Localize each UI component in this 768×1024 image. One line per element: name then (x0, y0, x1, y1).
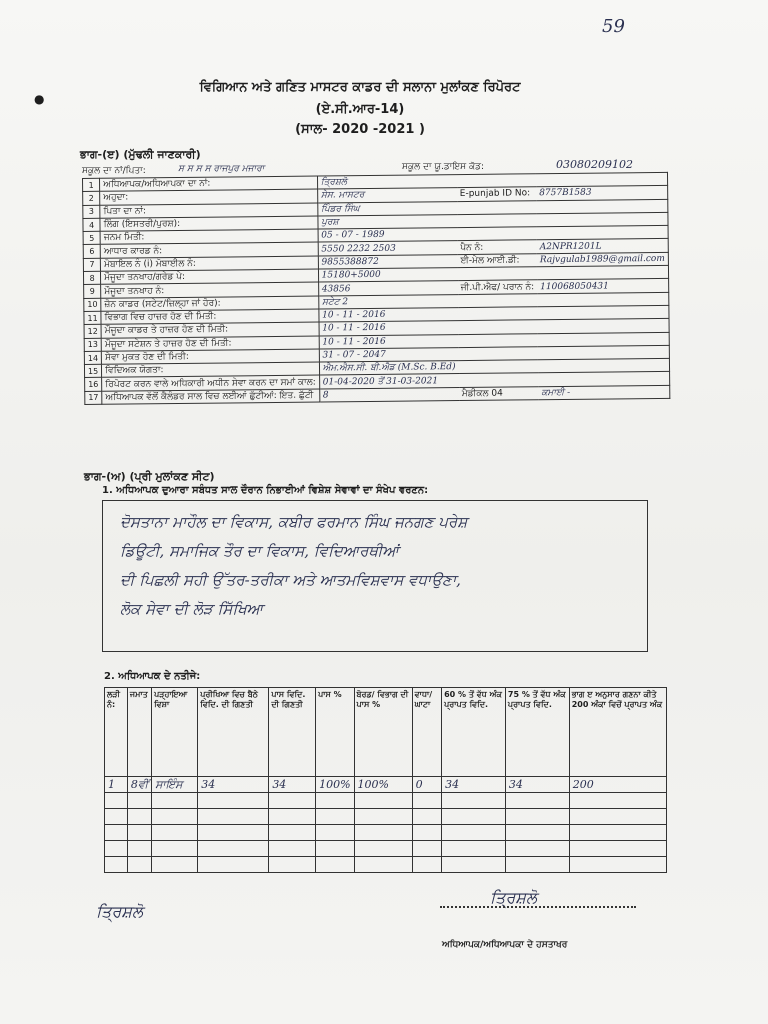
field-label: ਵਿਭਾਗ ਵਿਚ ਹਾਜ਼ਰ ਹੋਣ ਦੀ ਮਿਤੀ: (101, 309, 319, 325)
results-cell (269, 857, 316, 873)
results-cell (127, 841, 151, 857)
results-cell (354, 857, 412, 873)
results-cell: 8ਵੀਂ (127, 777, 151, 793)
signature-label: ਅਧਿਆਪਕ/ਅਧਿਆਪਕਾ ਦੇ ਹਸਤਾਖਰ (442, 940, 568, 950)
row-number: 7 (83, 258, 100, 271)
field-label-2 (458, 347, 538, 361)
field-value-2 (536, 212, 668, 227)
results-cell (505, 825, 569, 841)
field-label-2 (458, 333, 538, 347)
signature-line (440, 906, 636, 908)
field-value: ਐਮ.ਐਸ.ਸੀ. ਬੀ.ਐਡ (M.Sc. B.Ed) (319, 361, 459, 376)
field-value-2 (537, 305, 669, 320)
field-label-2 (457, 227, 537, 241)
results-header: ਪ੍ਰੀਖਿਆ ਵਿਚ ਬੈਠੇ ਵਿਦਿ. ਦੀ ਗਿਣਤੀ (198, 688, 269, 777)
results-cell (505, 841, 569, 857)
field-label: ਅਧਿਆਪਕ/ਅਧਿਆਪਕਾ ਦਾ ਨਾਂ: (100, 176, 318, 192)
row-number: 10 (84, 298, 101, 311)
results-header: ਪਾਸ ਵਿਦਿ. ਦੀ ਗਿਣਤੀ (269, 688, 316, 777)
results-cell (198, 841, 269, 857)
results-cell (505, 857, 569, 873)
field-label: ਮੌਜੂਦਾ ਕਾਡਰ ਤੇ ਹਾਜ਼ਰ ਹੋਣ ਦੀ ਮਿਤੀ: (101, 322, 319, 338)
field-value-2: ਕਮਾਈ - (538, 385, 670, 400)
field-value-2: Rajvgulab1989@gmail.com (537, 252, 669, 267)
field-label-2 (457, 200, 537, 214)
row-number: 13 (84, 338, 101, 351)
row-number: 14 (84, 351, 101, 364)
results-cell (198, 809, 269, 825)
field-value-2 (537, 265, 669, 280)
results-cell (105, 809, 128, 825)
field-label: ਜ਼ੋਨ ਕਾਡਰ (ਸਟੇਟ/ਜ਼ਿਲ੍ਹਾ ਜਾਂ ਹੋਰ): (101, 296, 319, 312)
results-cell: 34 (505, 777, 569, 793)
field-value: ਤ੍ਰਿਸ਼ਲੋ (317, 175, 457, 190)
school-label: ਸਕੂਲ ਦਾ ਨਾਂ/ਪਿਤਾ: (82, 166, 146, 176)
results-cell (316, 825, 354, 841)
field-label: ਮੋਬਾਇਲ ਨੰ (i) ਮੋਬਾਈਲ ਨੰ: (101, 256, 319, 272)
results-header: ਬੋਰਡ/ ਵਿਭਾਗ ਦੀ ਪਾਸ % (354, 688, 412, 777)
results-cell (412, 841, 441, 857)
results-cell (442, 841, 506, 857)
field-value: 31 - 07 - 2047 (319, 347, 459, 362)
part-a-heading: ਭਾਗ-(ਅ) (ਪ੍ਰੀ ਮੁਲਾਂਕਣ ਸੀਟ) (84, 470, 215, 483)
row-number: 11 (84, 311, 101, 324)
field-value-2 (538, 332, 670, 347)
row-number: 16 (85, 378, 102, 391)
results-row (105, 825, 667, 841)
field-value: 05 - 07 - 1989 (318, 228, 458, 243)
results-cell (105, 841, 128, 857)
question-2: 2. ਅਧਿਆਪਕ ਦੇ ਨਤੀਜੇ: (104, 671, 201, 682)
results-table (104, 687, 667, 873)
field-value-2 (536, 172, 668, 187)
results-cell: 34 (442, 777, 506, 793)
field-label: ਆਧਾਰ ਕਾਰਡ ਨੰ: (100, 243, 318, 259)
field-value-2 (537, 226, 669, 241)
results-header: ਭਾਗ ੲ ਅਨੁਸਾਰ ਗਣਨਾ ਕੀਤੇ 200 ਅੰਕਾ ਵਿਚੋਂ ਪ੍ਰਾਪਤ ਅੰਕ (569, 688, 666, 777)
results-cell (269, 793, 316, 809)
field-value: ਸਟੇਟ 2 (318, 294, 458, 309)
field-label-2 (458, 307, 538, 321)
field-label: ਪਿਤਾ ਦਾ ਨਾਂ: (100, 203, 318, 219)
results-cell (412, 809, 441, 825)
field-label-2 (458, 320, 538, 334)
results-cell (412, 825, 441, 841)
report-year: (ਸਾਲ- 2020 -2021 ) (295, 122, 425, 137)
row-number: 2 (83, 192, 100, 205)
question-1: 1. ਅਧਿਆਪਕ ਦੁਆਰਾ ਸਬੰਧਤ ਸਾਲ ਦੌਰਾਨ ਨਿਭਾਈਆਂ ਵਿਸ਼ੇਸ਼ ਸੇਵਾਵਾਂ ਦਾ ਸੰਖੇਪ ਵਰਣਨ: (102, 485, 429, 496)
results-cell (105, 793, 128, 809)
field-label-2: ਜੀ.ਪੀ.ਐਫ/ ਪਰਾਨ ਨੰ: (458, 280, 538, 294)
row-number: 8 (83, 271, 100, 284)
field-label: ਮੌਜੂਦਾ ਤਨਖਾਹ ਨੰ: (101, 282, 319, 298)
field-label: ਲਿੰਗ (ਇਸਤਰੀ/ਪੁਰਸ਼): (100, 216, 318, 232)
field-value: 01-04-2020 ਤੋਂ 31-03-2021 (319, 374, 459, 389)
answer-line: ਦੀ ਪਿਛਲੀ ਸਹੀ ਉੱਤਰ-ਤਰੀਕਾ ਅਤੇ ਆਤਮਵਿਸ਼ਵਾਸ ਵਧਾਉਣਾ, (120, 571, 461, 589)
results-cell (198, 825, 269, 841)
results-cell (127, 857, 151, 873)
field-value: 43856 (318, 281, 458, 296)
field-value-2 (536, 199, 668, 214)
results-cell (569, 809, 666, 825)
field-label: ਅਧਿਆਪਕ ਵੱਲੋਂ ਕੈਲੰਡਰ ਸਾਲ ਵਿਚ ਲਈਆਂ ਛੁੱਟੀਆਂ: ਇਤ. ਛੁੱਟੀ (102, 389, 320, 405)
field-value: 10 - 11 - 2016 (319, 334, 459, 349)
results-cell (269, 809, 316, 825)
results-cell (505, 809, 569, 825)
answer-line: ਦੋਸਤਾਨਾ ਮਾਹੌਲ ਦਾ ਵਿਕਾਸ, ਕਬੀਰ ਫਰਮਾਨ ਸਿੰਘ ਜਨਗਣ ਪਰੇਸ਼ (120, 513, 468, 531)
answer-line: ਲੋਕ ਸੇਵਾ ਦੀ ਲੋੜ ਸਿੱਖਿਆ (120, 600, 263, 618)
results-cell: ਸਾਇੰਸ (152, 777, 198, 793)
field-value: 15180+5000 (318, 268, 458, 283)
results-cell (316, 857, 354, 873)
results-cell (198, 793, 269, 809)
results-row (105, 793, 667, 809)
row-number: 9 (84, 285, 101, 298)
udise-label: ਸਕੂਲ ਦਾ ਯੂ.ਡਾਇਸ ਕੋਡ: (402, 162, 485, 172)
field-value: 10 - 11 - 2016 (319, 321, 459, 336)
results-cell (316, 841, 354, 857)
report-code: (ਏ.ਸੀ.ਆਰ-14) (315, 102, 405, 117)
part-e-heading: ਭਾਗ-(ੲ) (ਮੁੱਢਲੀ ਜਾਣਕਾਰੀ) (80, 148, 201, 161)
field-label-2: ਈ-ਮੇਲ ਆਈ.ਡੀ: (457, 254, 537, 268)
services-answer (120, 508, 635, 624)
field-label-2 (458, 293, 538, 307)
corner-mark: ● (34, 92, 45, 106)
row-number: 5 (83, 231, 100, 244)
results-header: ਜਮਾਤ (127, 688, 151, 777)
results-cell (127, 809, 151, 825)
field-value: 10 - 11 - 2016 (319, 308, 459, 323)
results-cell (354, 825, 412, 841)
results-cell: 34 (198, 777, 269, 793)
results-cell (316, 809, 354, 825)
results-cell (105, 825, 128, 841)
left-initial: ਤ੍ਰਿਸ਼ਲੋ (96, 902, 143, 921)
field-value: ਪਿੰਡਰ ਸਿੰਘ (317, 201, 457, 216)
results-cell (354, 809, 412, 825)
field-label-2: ਪੈਨ ਨੰ: (457, 240, 537, 254)
field-label-2: E-punjab ID No: (457, 187, 537, 201)
results-cell (442, 809, 506, 825)
results-cell (316, 793, 354, 809)
results-header: ਪਾਸ % (316, 688, 354, 777)
field-value-2: A2NPR1201L (537, 239, 669, 254)
field-value-2 (537, 292, 669, 307)
field-value-2 (538, 372, 670, 387)
field-label: ਸੇਵਾ ਮੁਕਤ ਹੋਣ ਦੀ ਮਿਤੀ: (102, 349, 320, 365)
results-row (105, 857, 667, 873)
results-cell: 0 (412, 777, 441, 793)
field-label-2 (457, 214, 537, 228)
report-title: ਵਿਗਿਆਨ ਅਤੇ ਗਣਿਤ ਮਾਸਟਰ ਕਾਡਰ ਦੀ ਸਲਾਨਾ ਮੁਲਾਂਕਣ ਰਿਪੋਰਟ (199, 80, 521, 95)
results-cell (198, 857, 269, 873)
results-header: ਪੜ੍ਹਾਇਆ ਵਿਸ਼ਾ (152, 688, 198, 777)
field-value-2 (538, 359, 670, 374)
results-row (105, 841, 667, 857)
results-cell (412, 857, 441, 873)
results-cell (505, 793, 569, 809)
results-header: 60 % ਤੋਂ ਵੱਧ ਅੰਕ ਪ੍ਰਾਪਤ ਵਿਦਿ. (442, 688, 506, 777)
results-cell (442, 793, 506, 809)
field-label: ਰਿਪੋਰਟ ਕਰਨ ਵਾਲੇ ਅਧਿਕਾਰੀ ਅਧੀਨ ਸੇਵਾ ਕਰਨ ਦਾ ਸਮਾਂ ਕਾਲ: (102, 375, 320, 391)
results-cell (442, 857, 506, 873)
field-value: ਪੁਰਸ਼ (318, 214, 458, 229)
results-cell (127, 793, 151, 809)
results-cell (105, 857, 128, 873)
results-cell: 34 (269, 777, 316, 793)
results-cell (569, 857, 666, 873)
results-cell (269, 841, 316, 857)
school-value: ਸ ਸ ਸ ਸ ਰਾਜਪੁਰ ਮਜਾਰਾ (178, 164, 265, 174)
field-label: ਮੌਜੂਦਾ ਤਨਖਾਹ/ਗਰੇਡ ਪੇ: (101, 269, 319, 285)
field-label-2 (458, 360, 538, 374)
results-cell: 1 (105, 777, 128, 793)
results-header: ਵਾਧਾ/ਘਾਟਾ (412, 688, 441, 777)
results-cell (569, 793, 666, 809)
field-label: ਅਹੁਦਾ: (100, 189, 318, 205)
results-cell (127, 825, 151, 841)
field-value-2: 110068050431 (537, 279, 669, 294)
field-label: ਮੌਜੂਦਾ ਸਟੇਸ਼ਨ ਤੇ ਹਾਜ਼ਰ ਹੋਣ ਦੀ ਮਿਤੀ: (101, 336, 319, 352)
results-cell: 100% (354, 777, 412, 793)
results-cell (569, 841, 666, 857)
page-number: 59 (602, 16, 625, 37)
row-number: 6 (83, 245, 100, 258)
udise-value: 03080209102 (556, 158, 633, 171)
field-value: 5550 2232 2503 (318, 241, 458, 256)
results-header: ਲੜੀ ਨੰ: (105, 688, 128, 777)
field-label: ਜਨਮ ਮਿਤੀ: (100, 229, 318, 245)
field-value: 8 (319, 387, 459, 402)
results-cell (152, 857, 198, 873)
row-number: 4 (83, 218, 100, 231)
field-label-2 (458, 267, 538, 281)
row-number: 12 (84, 325, 101, 338)
row-number: 17 (85, 391, 102, 404)
results-cell (152, 793, 198, 809)
row-number: 15 (84, 364, 101, 377)
field-value-2 (537, 319, 669, 334)
results-row (105, 809, 667, 825)
results-cell (269, 825, 316, 841)
row-number: 3 (83, 205, 100, 218)
results-row (105, 777, 667, 793)
field-label-2 (457, 174, 537, 188)
results-cell (152, 825, 198, 841)
results-header: 75 % ਤੋਂ ਵੱਧ ਅੰਕ ਪ੍ਰਾਪਤ ਵਿਦਿ. (505, 688, 569, 777)
results-cell (442, 825, 506, 841)
results-cell (569, 825, 666, 841)
field-value-2: 8757B1583 (536, 186, 668, 201)
results-cell (412, 793, 441, 809)
field-value-2 (538, 345, 670, 360)
teacher-signature: ਤ੍ਰਿਸ਼ਲੋ (490, 888, 537, 907)
results-cell (354, 841, 412, 857)
field-label: ਵਿਦਿਅਕ ਯੋਗਤਾ: (102, 362, 320, 378)
field-label-2 (459, 373, 539, 387)
field-value: ਸੇਸ. ਮਾਸਟਰ (317, 188, 457, 203)
field-value: 9855388872 (318, 254, 458, 269)
results-cell: 100% (316, 777, 354, 793)
row-number: 1 (83, 178, 100, 191)
results-cell (152, 841, 198, 857)
basic-info-table (82, 172, 670, 405)
results-cell (152, 809, 198, 825)
field-label-2: ਮੈਡੀਕਲ 04 (459, 386, 539, 400)
results-cell: 200 (569, 777, 666, 793)
answer-line: ਡਿਊਟੀ, ਸਮਾਜਿਕ ਤੌਰ ਦਾ ਵਿਕਾਸ, ਵਿਦਿਆਰਥੀਆਂ (120, 542, 399, 560)
results-cell (354, 793, 412, 809)
